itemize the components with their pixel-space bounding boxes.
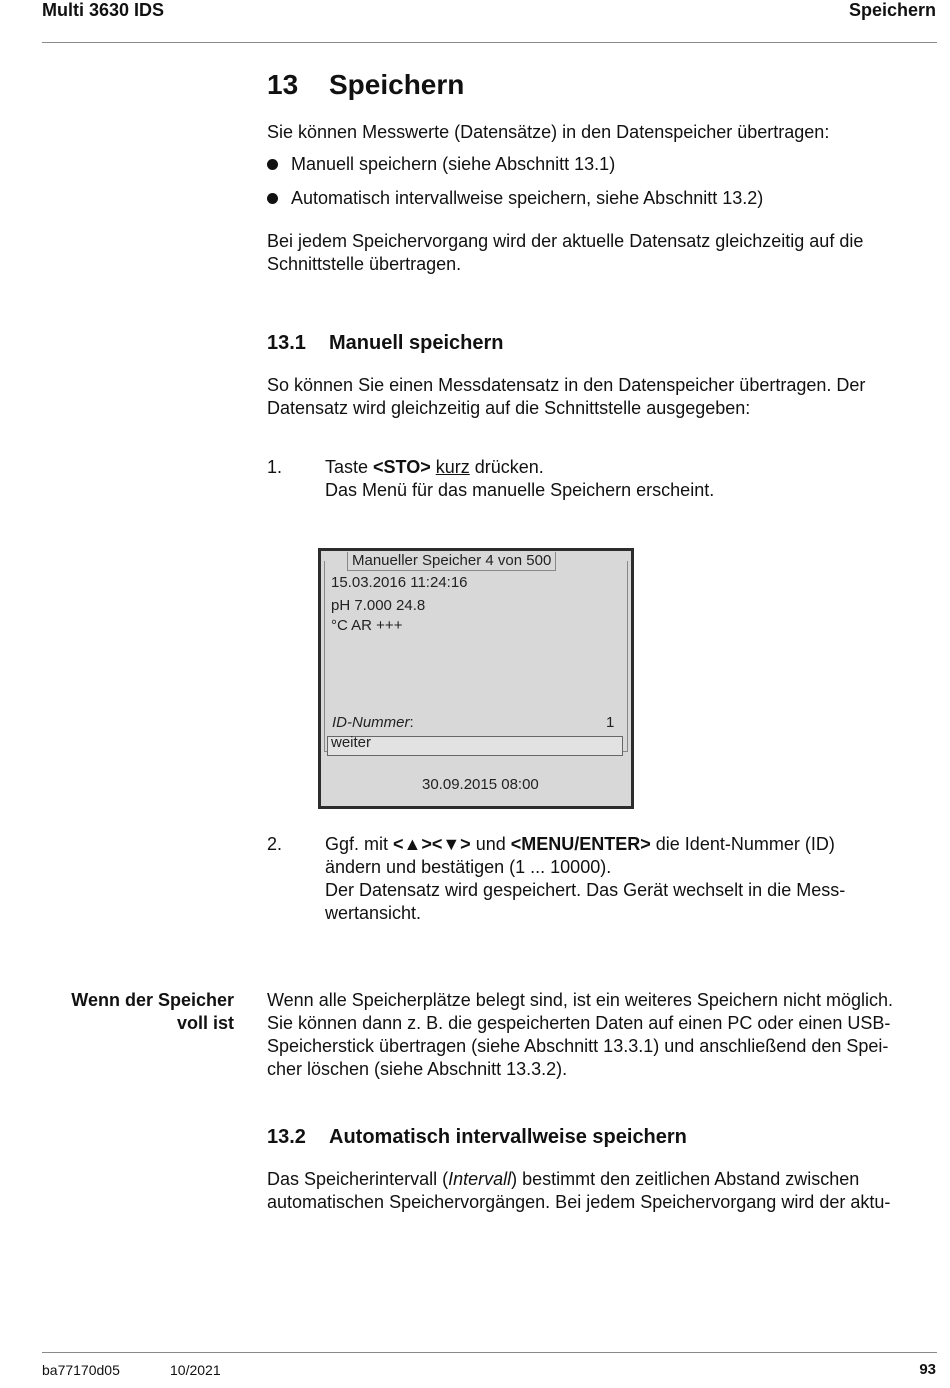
step-number: 2.: [267, 834, 283, 854]
text-part: ) bestimmt den zeitlichen Abstand zwischen: [511, 1169, 860, 1189]
screen-id-label: [332, 714, 414, 732]
header-rule: [42, 42, 937, 43]
bullet-text: Automatisch intervallweise speichern, siehe Abschnitt 13.2): [291, 188, 764, 208]
bullet-dot-icon: [267, 193, 278, 204]
bullet-item: [267, 153, 615, 176]
section-number: 13.1: [267, 332, 306, 354]
footer-rule: [42, 1352, 937, 1353]
step-text: [325, 833, 925, 856]
section-number: 13.2: [267, 1126, 306, 1148]
step-text-line: Der Datensatz wird gespeichert. Das Gerät wechselt in die Mess-: [325, 880, 846, 900]
chapter-paragraph-line: Bei jedem Speichervorgang wird der aktuelle Datensatz gleichzeitig auf die: [267, 231, 864, 251]
section-title: Manuell speichern: [329, 332, 504, 354]
chapter-paragraph-line: Schnittstelle übertragen.: [267, 254, 462, 274]
step-text-line: Das Menü für das manuelle Speichern erscheint.: [325, 480, 715, 500]
margin-label-line: Wenn der Speicher: [71, 990, 234, 1010]
screen-reading: pH 7.000 24.8: [331, 597, 426, 614]
screen-selected-row: [327, 736, 623, 756]
bullet-text: Manuell speichern (siehe Abschnitt 13.1): [291, 154, 616, 174]
page-number: 93: [919, 1361, 936, 1378]
screen-reading-unit: °C AR +++: [331, 617, 403, 634]
note-paragraph-line: Wenn alle Speicherplätze belegt sind, ist ein weiteres Speichern nicht möglich.: [267, 990, 894, 1010]
bullet-item: [267, 187, 763, 210]
screen-id-value: 1: [606, 714, 615, 731]
chapter-title: Speichern: [329, 69, 465, 100]
screen-next-item: weiter: [331, 734, 372, 751]
footer-date: 10/2021: [170, 1362, 221, 1378]
emphasis-intervall: Intervall: [448, 1169, 512, 1189]
note-paragraph-line: Speicherstick übertragen (siehe Abschnitt 13.3.1) und anschließend den Spei-: [267, 1036, 889, 1056]
step-text-part: Taste: [325, 457, 374, 477]
note-paragraph-line: cher löschen (siehe Abschnitt 13.3.2).: [267, 1059, 568, 1079]
step-text-part: Ggf. mit: [325, 834, 394, 854]
step-text-line: ändern und bestätigen (1 ... 10000).: [325, 857, 612, 877]
note-paragraph-line: Sie können dann z. B. die gespeicherten Daten auf einen PC oder einen USB-: [267, 1013, 891, 1033]
section-paragraph-line: automatischen Speichervorgängen. Bei jedem Speichervorgang wird der aktu-: [267, 1192, 891, 1212]
bullet-dot-icon: [267, 159, 278, 170]
step-text-line: wertansicht.: [325, 903, 422, 923]
device-screen: [318, 548, 634, 809]
chapter-number: 13: [267, 69, 299, 100]
key-menu-enter: <MENU/ENTER>: [510, 834, 651, 854]
section-title: Automatisch intervallweise speichern: [329, 1126, 687, 1148]
section-paragraph-line: So können Sie einen Messdatensatz in den Datenspeicher übertragen. Der: [267, 375, 866, 395]
section-paragraph-line: Datensatz wird gleichzeitig auf die Schnittstelle ausgegeben:: [267, 398, 751, 418]
section-paragraph-line: [267, 1168, 859, 1191]
margin-label-line: voll ist: [176, 1013, 234, 1033]
screen-datetime: 15.03.2016 11:24:16: [331, 574, 468, 591]
id-label-colon: :: [409, 714, 414, 731]
id-label-text: ID-Nummer: [332, 714, 410, 731]
step-text-part: drücken.: [469, 457, 544, 477]
step-number: 1.: [267, 457, 283, 477]
screen-footer-datetime: 30.09.2015 08:00: [422, 776, 539, 793]
emphasis-kurz: kurz: [435, 457, 470, 477]
footer-doc-id: ba77170d05: [42, 1362, 120, 1378]
key-sto: <STO>: [373, 457, 431, 477]
screen-title: Manueller Speicher 4 von 500: [347, 552, 556, 571]
running-header-left: Multi 3630 IDS: [42, 0, 165, 20]
running-header-right: Speichern: [848, 0, 936, 20]
chapter-intro: Sie können Messwerte (Datensätze) in den Datenspeicher übertragen:: [267, 122, 830, 142]
text-part: Das Speicherintervall (: [267, 1169, 449, 1189]
step-text-part: und: [470, 834, 511, 854]
step-text-part: die Ident-Nummer (ID): [650, 834, 835, 854]
key-arrows: <▲><▼>: [393, 834, 471, 854]
step-text: [325, 456, 925, 479]
